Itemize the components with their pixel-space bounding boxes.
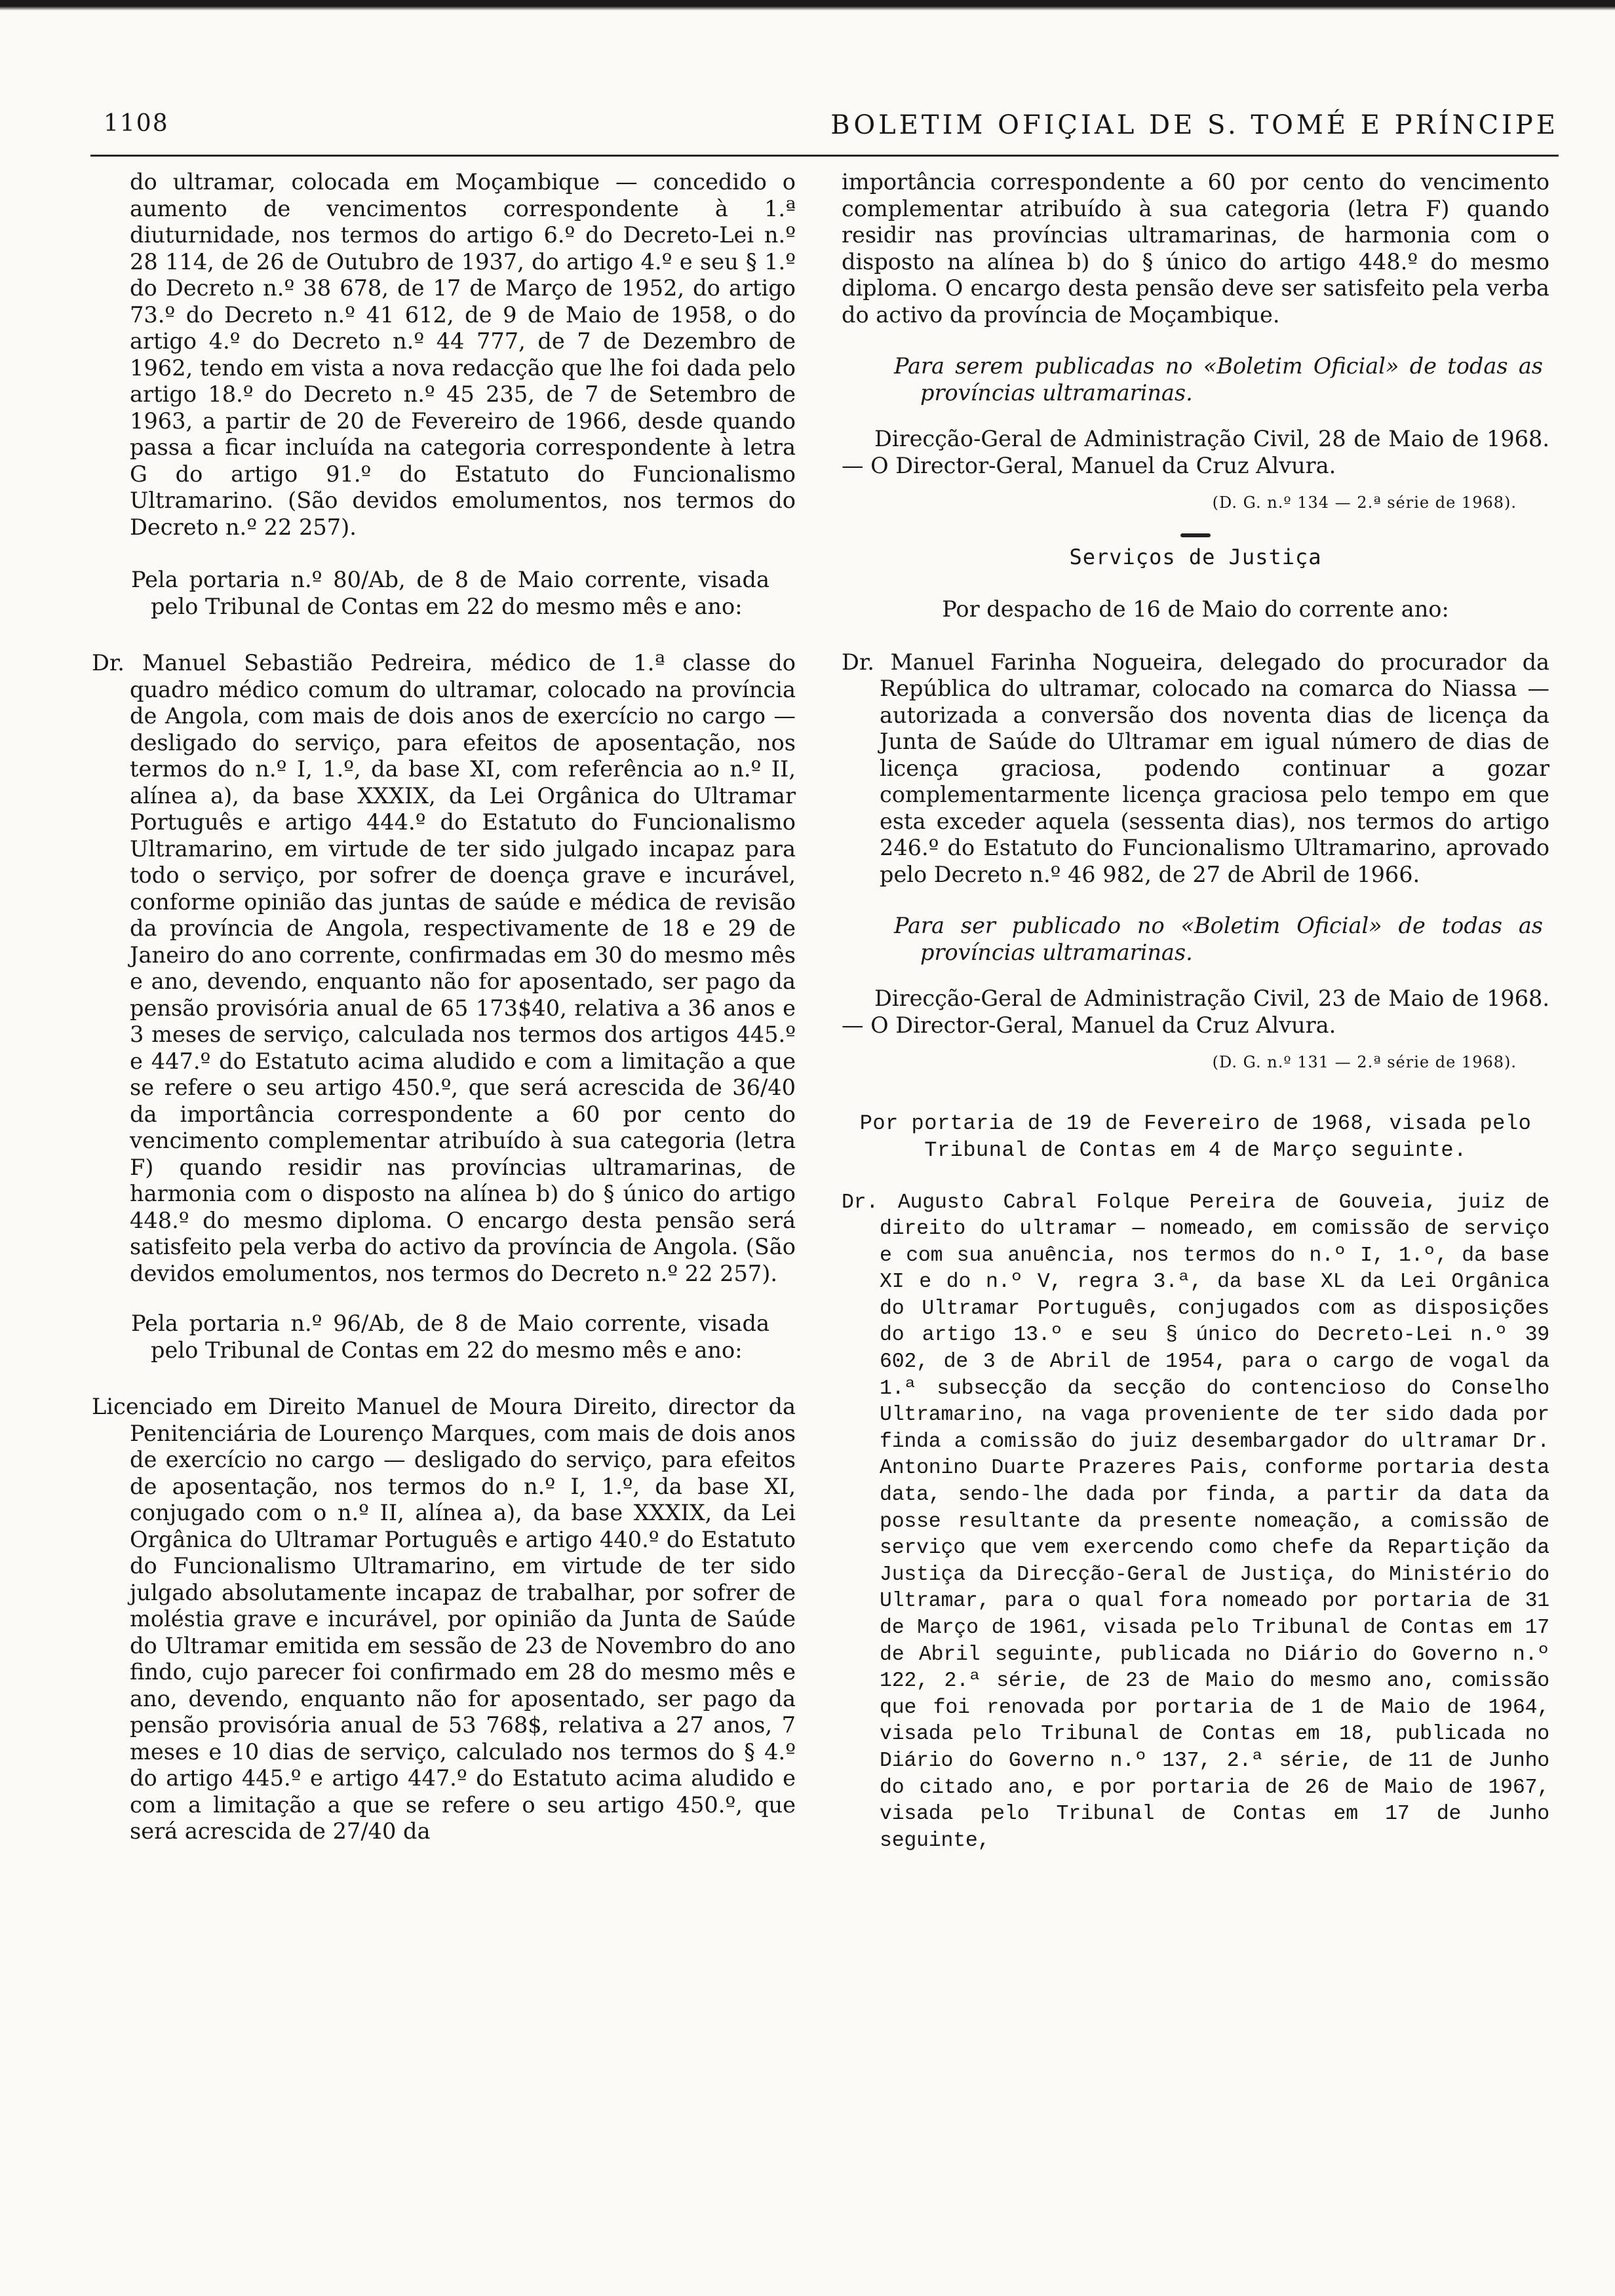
page-header	[90, 110, 1559, 149]
decree-entry: Dr. Augusto Cabral Folque Pereira de Gouveia, juiz de direito do ultramar — nomeado, em comissão de serviço e com sua anuência, nos termos do n.º I, 1.º, da base XI e do n.º V, regra 3.ª, da base XL da Lei Orgânica do Ultramar Português, conjugados com as disposições do artigo 13.º e seu § único do Decreto-Lei n.º 39 602, de 3 de Abril de 1954, para o cargo de vogal da 1.ª subsecção da secção do contencioso do Conselho Ultramarino, na vaga proveniente de ter sido dada por finda a comissão do juiz desembargador do ultramar Dr. Antonino Duarte Prazeres Pais, conforme portaria desta data, sendo-lhe dada por finda, a partir da data da posse resultante da presente nomeação, a comissão de serviço que vem exercendo como chefe da Repartição da Justiça da Direcção-Geral de Justiça, do Ministério do Ultramar, para o qual fora nomeado por portaria de 31 de Março de 1961, visada pelo Tribunal de Contas em 17 de Abril seguinte, publicada no Diário do Governo n.º 122, 2.ª série, de 23 de Maio do mesmo ano, comissão que foi renovada por portaria de 1 de Maio de 1964, visada pelo Tribunal de Contas em 18, publicada no Diário do Governo n.º 137, 2.ª série, de 11 de Junho do citado ano, e por portaria de 26 de Maio de 1967, visada pelo Tribunal de Contas em 17 de Junho seguinte,	[842, 1191, 1549, 1852]
signature-paragraph: Direcção-Geral de Administração Civil, 23 de Maio de 1968. — O Director-Geral, Manuel da Cruz Alvura.	[842, 985, 1549, 1038]
gazette-citation: (D. G. n.º 131 — 2.ª série de 1968).	[1212, 1053, 1517, 1071]
running-title: BOLETIM OFIÇIAL DE S. TOMÉ E PRÍNCIPE	[830, 110, 1559, 140]
decree-entry: Licenciado em Direito Manuel de Moura Direito, director da Penitenciária de Lourenço Marques, com mais de dois anos de exercício no cargo — desligado do serviço, para efeitos de aposentação, nos termos do n.º I, 1.º, da base XI, conjugado com o n.º II, alínea a), da base XXXIX, da Lei Orgânica do Ultramar Português e artigo 440.º do Estatuto do Funcionalismo Ultramarino, em virtude de ter sido julgado absolutamente incapaz de trabalhar, por sofrer de moléstia grave e incurável, por opinião da Junta de Saúde do Ultramar emitida em sessão de 23 de Novembro do ano findo, cujo parecer foi confirmado em 28 do mesmo mês e ano, devendo, enquanto não for aposentado, ser pago da pensão provisória anual de 53 768$, relativa a 27 anos, 7 meses e 10 dias de serviço, calculado nos termos do § 4.º do artigo 445.º e artigo 447.º do Estatuto acima aludido e com a limitação a que se refere o seu artigo 450.º, que será acrescida de 27/40 da	[92, 1394, 796, 1844]
publication-note: Para serem publicadas no «Boletim Oficial» de todas as províncias ultramarinas.	[894, 353, 1543, 406]
section-title: Serviços de Justiça	[1069, 544, 1322, 569]
continuation-paragraph: importância correspondente a 60 por cento do vencimento complementar atribuído à sua categoria (letra F) quando residir nas províncias ultramarinas, de harmonia com o disposto na alínea b) do § único do artigo 448.º do mesmo diploma. O encargo desta pensão deve ser satisfeito pela verba do activo da província de Moçambique.	[842, 169, 1549, 328]
decree-entry: Dr. Manuel Sebastião Pedreira, médico de 1.ª classe do quadro médico comum do ultramar, colocado na província de Angola, com mais de dois anos de exercício no cargo — desligado do serviço, para efeitos de aposentação, nos termos do n.º I, 1.º, da base XI, com referência ao n.º II, alínea a), da base XXXIX, da Lei Orgânica do Ultramar Português e artigo 444.º do Estatuto do Funcionalismo Ultramarino, em virtude de ter sido julgado incapaz para todo o serviço, por sofrer de doença grave e incurável, conforme opinião das juntas de saúde e médica de revisão da província de Angola, respectivamente de 18 e 29 de Janeiro do ano corrente, confirmadas em 30 do mesmo mês e ano, devendo, enquanto não for aposentado, ser pago da pensão provisória anual de 65 173$40, relativa a 36 anos e 3 meses de serviço, calculada nos termos dos artigos 445.º e 447.º do Estatuto acima aludido e com a limitação a que se refere o seu artigo 450.º, que será acrescida de 36/40 da importância correspondente a 60 por cento do vencimento complementar atribuído à sua categoria (letra F) quando residir nas províncias ultramarinas, de harmonia com o disposto na alínea b) do § único do artigo 448.º do mesmo diploma. O encargo desta pensão será satisfeito pela verba do activo da província de Angola. (São devidos emolumentos, nos termos do Decreto n.º 22 257).	[92, 650, 796, 1286]
gazette-citation: (D. G. n.º 134 — 2.ª série de 1968).	[1212, 493, 1517, 512]
despacho-heading: Por despacho de 16 de Maio do corrente ano:	[942, 596, 1449, 622]
right-column	[842, 169, 1549, 1854]
portaria-heading: Pela portaria n.º 80/Ab, de 8 de Maio corrente, visada pelo Tribunal de Contas em 22 do mesmo mês e ano:	[131, 567, 769, 619]
publication-note: Para ser publicado no «Boletim Oficial» de todas as províncias ultramarinas.	[894, 913, 1543, 965]
continuation-paragraph: do ultramar, colocada em Moçambique — concedido o aumento de vencimentos correspondente à 1.ª diuturnidade, nos termos do artigo 6.º do Decreto-Lei n.º 28 114, de 26 de Outubro de 1937, do artigo 4.º e seu § 1.º do Decreto n.º 38 678, de 17 de Março de 1952, do artigo 73.º do Decreto n.º 41 612, de 9 de Maio de 1958, o do artigo 4.º do Decreto n.º 44 777, de 7 de Dezembro de 1962, tendo em vista a nova redacção que lhe foi dada pelo artigo 18.º do Decreto n.º 45 235, de 7 de Setembro de 1963, a partir de 20 de Fevereiro de 1966, desde quando passa a ficar incluída na categoria correspondente à letra G do artigo 91.º do Estatuto do Funcionalismo Ultramarino. (São devidos emolumentos, nos termos do Decreto n.º 22 257).	[130, 169, 796, 540]
decree-entry: Dr. Manuel Farinha Nogueira, delegado do procurador da República do ultramar, colocado na comarca do Niassa — autorizada a conversão dos noventa dias de licença da Junta de Saúde do Ultramar em igual número de dias de licença graciosa, podendo continuar a gozar complementarmente licença graciosa pelo tempo em que esta exceder aquela (sessenta dias), nos termos do artigo 246.º do Estatuto do Funcionalismo Ultramarino, aprovado pelo Decreto n.º 46 982, de 27 de Abril de 1966.	[842, 649, 1549, 887]
left-column	[92, 169, 796, 1845]
portaria-heading: Por portaria de 19 de Fevereiro de 1968, visada pelo Tribunal de Contas em 4 de Março seguinte.	[859, 1111, 1532, 1162]
signature-paragraph: Direcção-Geral de Administração Civil, 28 de Maio de 1968. — O Director-Geral, Manuel da Cruz Alvura.	[842, 426, 1549, 478]
page-number: 1108	[104, 110, 169, 137]
scan-top-edge	[0, 0, 1615, 10]
portaria-heading: Pela portaria n.º 96/Ab, de 8 de Maio corrente, visada pelo Tribunal de Contas em 22 do mesmo mês e ano:	[131, 1311, 769, 1363]
header-rule	[90, 155, 1559, 157]
